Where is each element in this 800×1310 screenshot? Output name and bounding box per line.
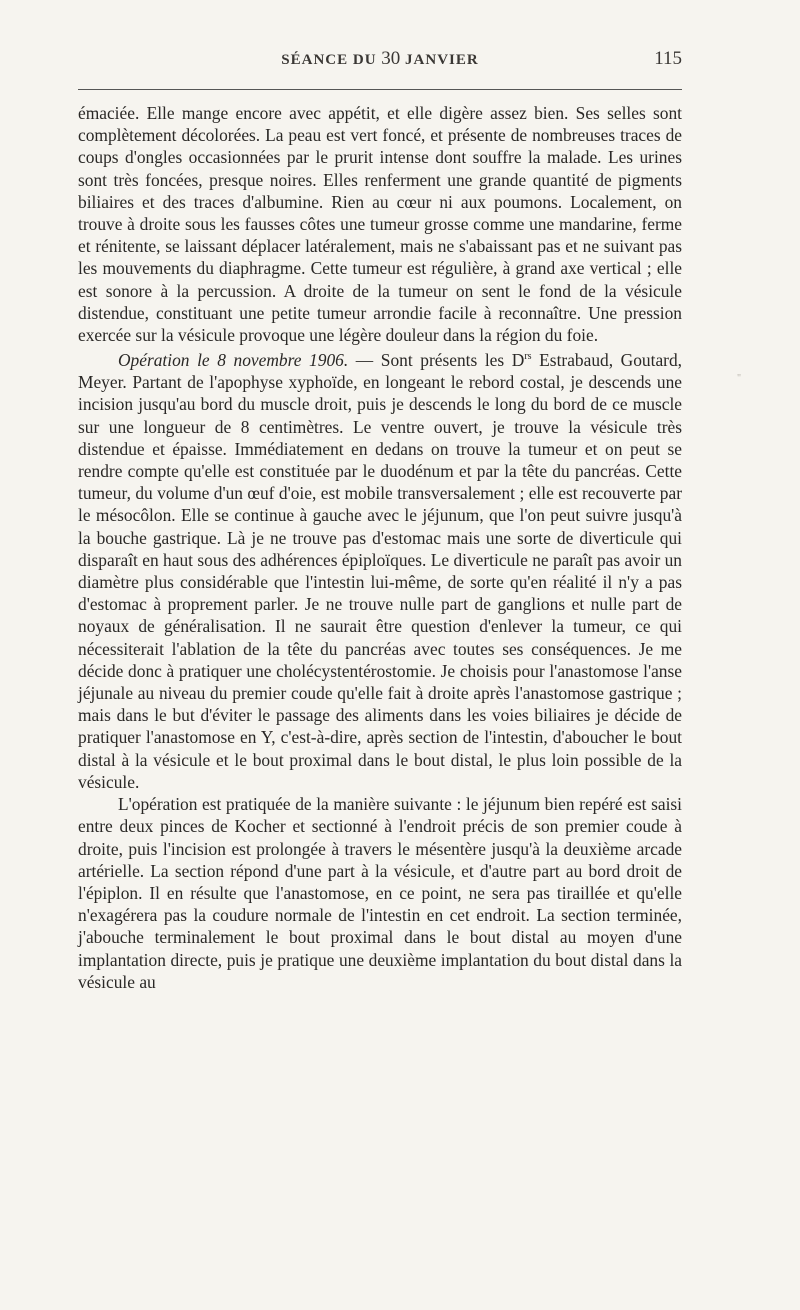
doctors-superscript: rs [524, 351, 532, 363]
paragraph-operation [78, 346, 682, 793]
body-text [78, 102, 682, 993]
operation-body: Estrabaud, Goutard, Meyer. Partant de l'apophyse xyphoïde, en longeant le rebord costal, je descends une incision jusqu'au bord du muscle droit, puis je descends le long du bord de ce muscle sur une longueur de 8 centimètres. Le ventre ouvert, je trouve la vésicule très distendue et épaisse. Immédiatement en dedans on trouve la tumeur et on peut se rendre compte qu'elle est constituée par le duodénum et par la tête du pancréas. Cette tumeur, du volume d'un œuf d'oie, est mobile transversalement ; elle est recouverte par le mésocôlon. Elle se continue à gauche avec le jéjunum, que l'on peut suivre jusqu'à la bouche gastrique. Là je ne trouve pas d'estomac mais une sorte de diverticule qui disparaît en haut sous des adhérences épiploïques. Le diverticule ne paraît pas avoir un diamètre plus considérable que l'intestin lui-même, de sorte qu'en réalité il n'y a pas d'estomac à proprement parler. Je ne trouve nulle part de ganglions et nulle part de noyaux de généralisation. Il ne saurait être question d'enlever la tumeur, ce qui nécessiterait l'ablation de la tête du pancréas avec toutes ses conséquences. Je me décide donc à pratiquer une cholécystentérostomie. Je choisis pour l'anastomose l'anse jéjunale au niveau du premier coude qu'elle fait à droite après l'anastomose gastrique ; mais dans le but d'éviter le passage des aliments dans les voies biliaires je décide de pratiquer l'anastomose en Y, c'est-à-dire, après section de l'intestin, d'aboucher le bout distal à la vésicule et le bout proximal dans le bout distal, le plus loin possible de la vésicule. [78, 350, 682, 792]
paragraph-patient-exam: émaciée. Elle mange encore avec appétit, et elle digère assez bien. Ses selles sont complètement décolorées. La peau est vert foncé, et présente de nombreuses traces de coups d'ongles occasionnées par le prurit intense dont souffre la malade. Les urines sont très foncées, presque noires. Elles renferment une grande quantité de pigments biliaires et des traces d'albumine. Rien au cœur ni aux poumons. Localement, on trouve à droite sous les fausses côtes une tumeur grosse comme une mandarine, ferme et rénitente, se laissant déplacer latéralement, mais ne s'abaissant pas et ne suivant pas les mouvements du diaphragme. Cette tumeur est régulière, à grand axe vertical ; elle est sonore à la percussion. A droite de la tumeur on sent le fond de la vésicule distendue, constituant une petite tumeur arrondie facile à reconnaître. Une pression exercée sur la vésicule provoque une légère douleur dans la région du foie. [78, 103, 682, 346]
running-title-date: 30 [381, 48, 401, 69]
header-rule [78, 89, 682, 90]
paragraph-procedure: L'opération est pratiquée de la manière suivante : le jéjunum bien repéré est saisi entre deux pinces de Kocher et sectionné à l'endroit précis de son premier coude à droite, puis l'incision est prolongée à travers le mésentère jusqu'à la deuxième arcade artérielle. La section répond d'une part à la vésicule, et d'autre part au bord droit de l'épiplon. Il en résulte que l'anastomose, en ce point, ne sera pas tiraillée et qu'elle n'exagérera pas la coudure normale de l'intestin en cet endroit. La section terminée, j'abouche terminalement le bout proximal dans le bout distal au moyen d'une implantation directe, puis je pratique une deuxième implantation du bout distal dans la vésicule au [78, 794, 682, 992]
operation-heading: Opération le 8 novembre 1906. [118, 350, 349, 371]
running-title-prefix: SÉANCE DU [281, 52, 382, 68]
page-number: 115 [654, 48, 682, 69]
running-title-month: JANVIER [400, 52, 479, 68]
running-title [78, 48, 682, 70]
margin-mark: " [737, 373, 742, 384]
running-head [78, 48, 682, 74]
operation-lead: — Sont présents les D [348, 350, 525, 371]
